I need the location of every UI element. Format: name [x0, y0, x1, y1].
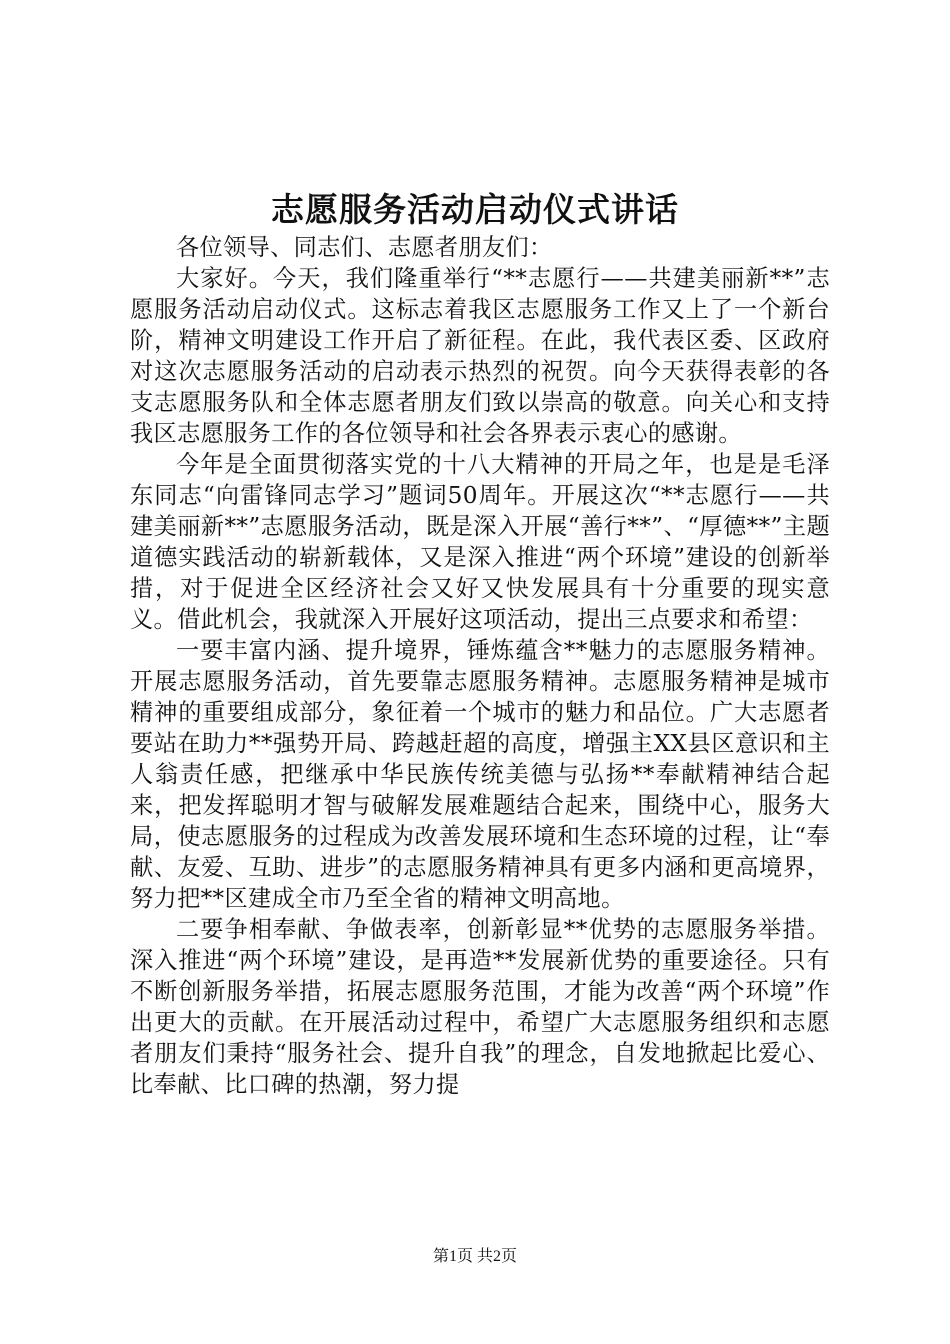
greeting-paragraph: 各位领导、同志们、志愿者朋友们： — [176, 234, 553, 261]
opening-paragraph: 大家好。今天，我们隆重举行“**志愿行——共建美丽新**”志愿服务活动启动仪式。这标志着我区志愿服务工作又上了一个新台阶，精神文明建设工作开启了新征程。在此，我代表区委、区政府对这次志愿服务活动的启动表示热烈的祝贺。向今天获得表彰的各支志愿服务队和全体志愿者朋友们致以崇高的敬意。向关心和支持我区志愿服务工作的各位领导和社会各界表示衷心的感谢。 — [130, 265, 830, 447]
requirement-two-paragraph: 二要争相奉献、争做表率，创新彰显**优势的志愿服务举措。深入推进“两个环境”建设，是再造**发展新优势的重要途径。只有不断创新服务举措，拓展志愿服务范围，才能为改善“两个环境”作出更大的贡献。在开展活动过程中，希望广大志愿服务组织和志愿者朋友们秉持“服务社会、提升自我”的理念，自发地掀起比爱心、比奉献、比口碑的热潮，努力提 — [130, 916, 830, 1098]
requirement-one-paragraph: 一要丰富内涵、提升境界，锤炼蕴含**魅力的志愿服务精神。开展志愿服务活动，首先要靠志愿服务精神。志愿服务精神是城市精神的重要组成部分，象征着一个城市的魅力和品位。广大志愿者要站在助力**强势开局、跨越赶超的高度，增强主XX县区意识和主人翁责任感，把继承中华民族传统美德与弘扬**奉献精神结合起来，把发挥聪明才智与破解发展难题结合起来，围绕中心，服务大局，使志愿服务的过程成为改善发展环境和生态环境的过程，让“奉献、友爱、互助、进步”的志愿服务精神具有更多内涵和更高境界，努力把**区建成全市乃至全省的精神文明高地。 — [130, 637, 830, 912]
background-paragraph: 今年是全面贯彻落实党的十八大精神的开局之年，也是是毛泽东同志“向雷锋同志学习”题词50周年。开展这次“**志愿行——共建美丽新**”志愿服务活动，既是深入开展“善行**”、“厚德**”主题道德实践活动的崭新载体，又是深入推进“两个环境”建设的创新举措，对于促进全区经济社会又好又快发展具有十分重要的现实意义。借此机会，我就深入开展好这项活动，提出三点要求和希望： — [130, 451, 830, 633]
page-number-footer: 第1页 共2页 — [432, 1248, 517, 1265]
document-title: 志愿服务活动启动仪式讲话 — [271, 190, 679, 229]
document-body — [130, 232, 830, 1100]
